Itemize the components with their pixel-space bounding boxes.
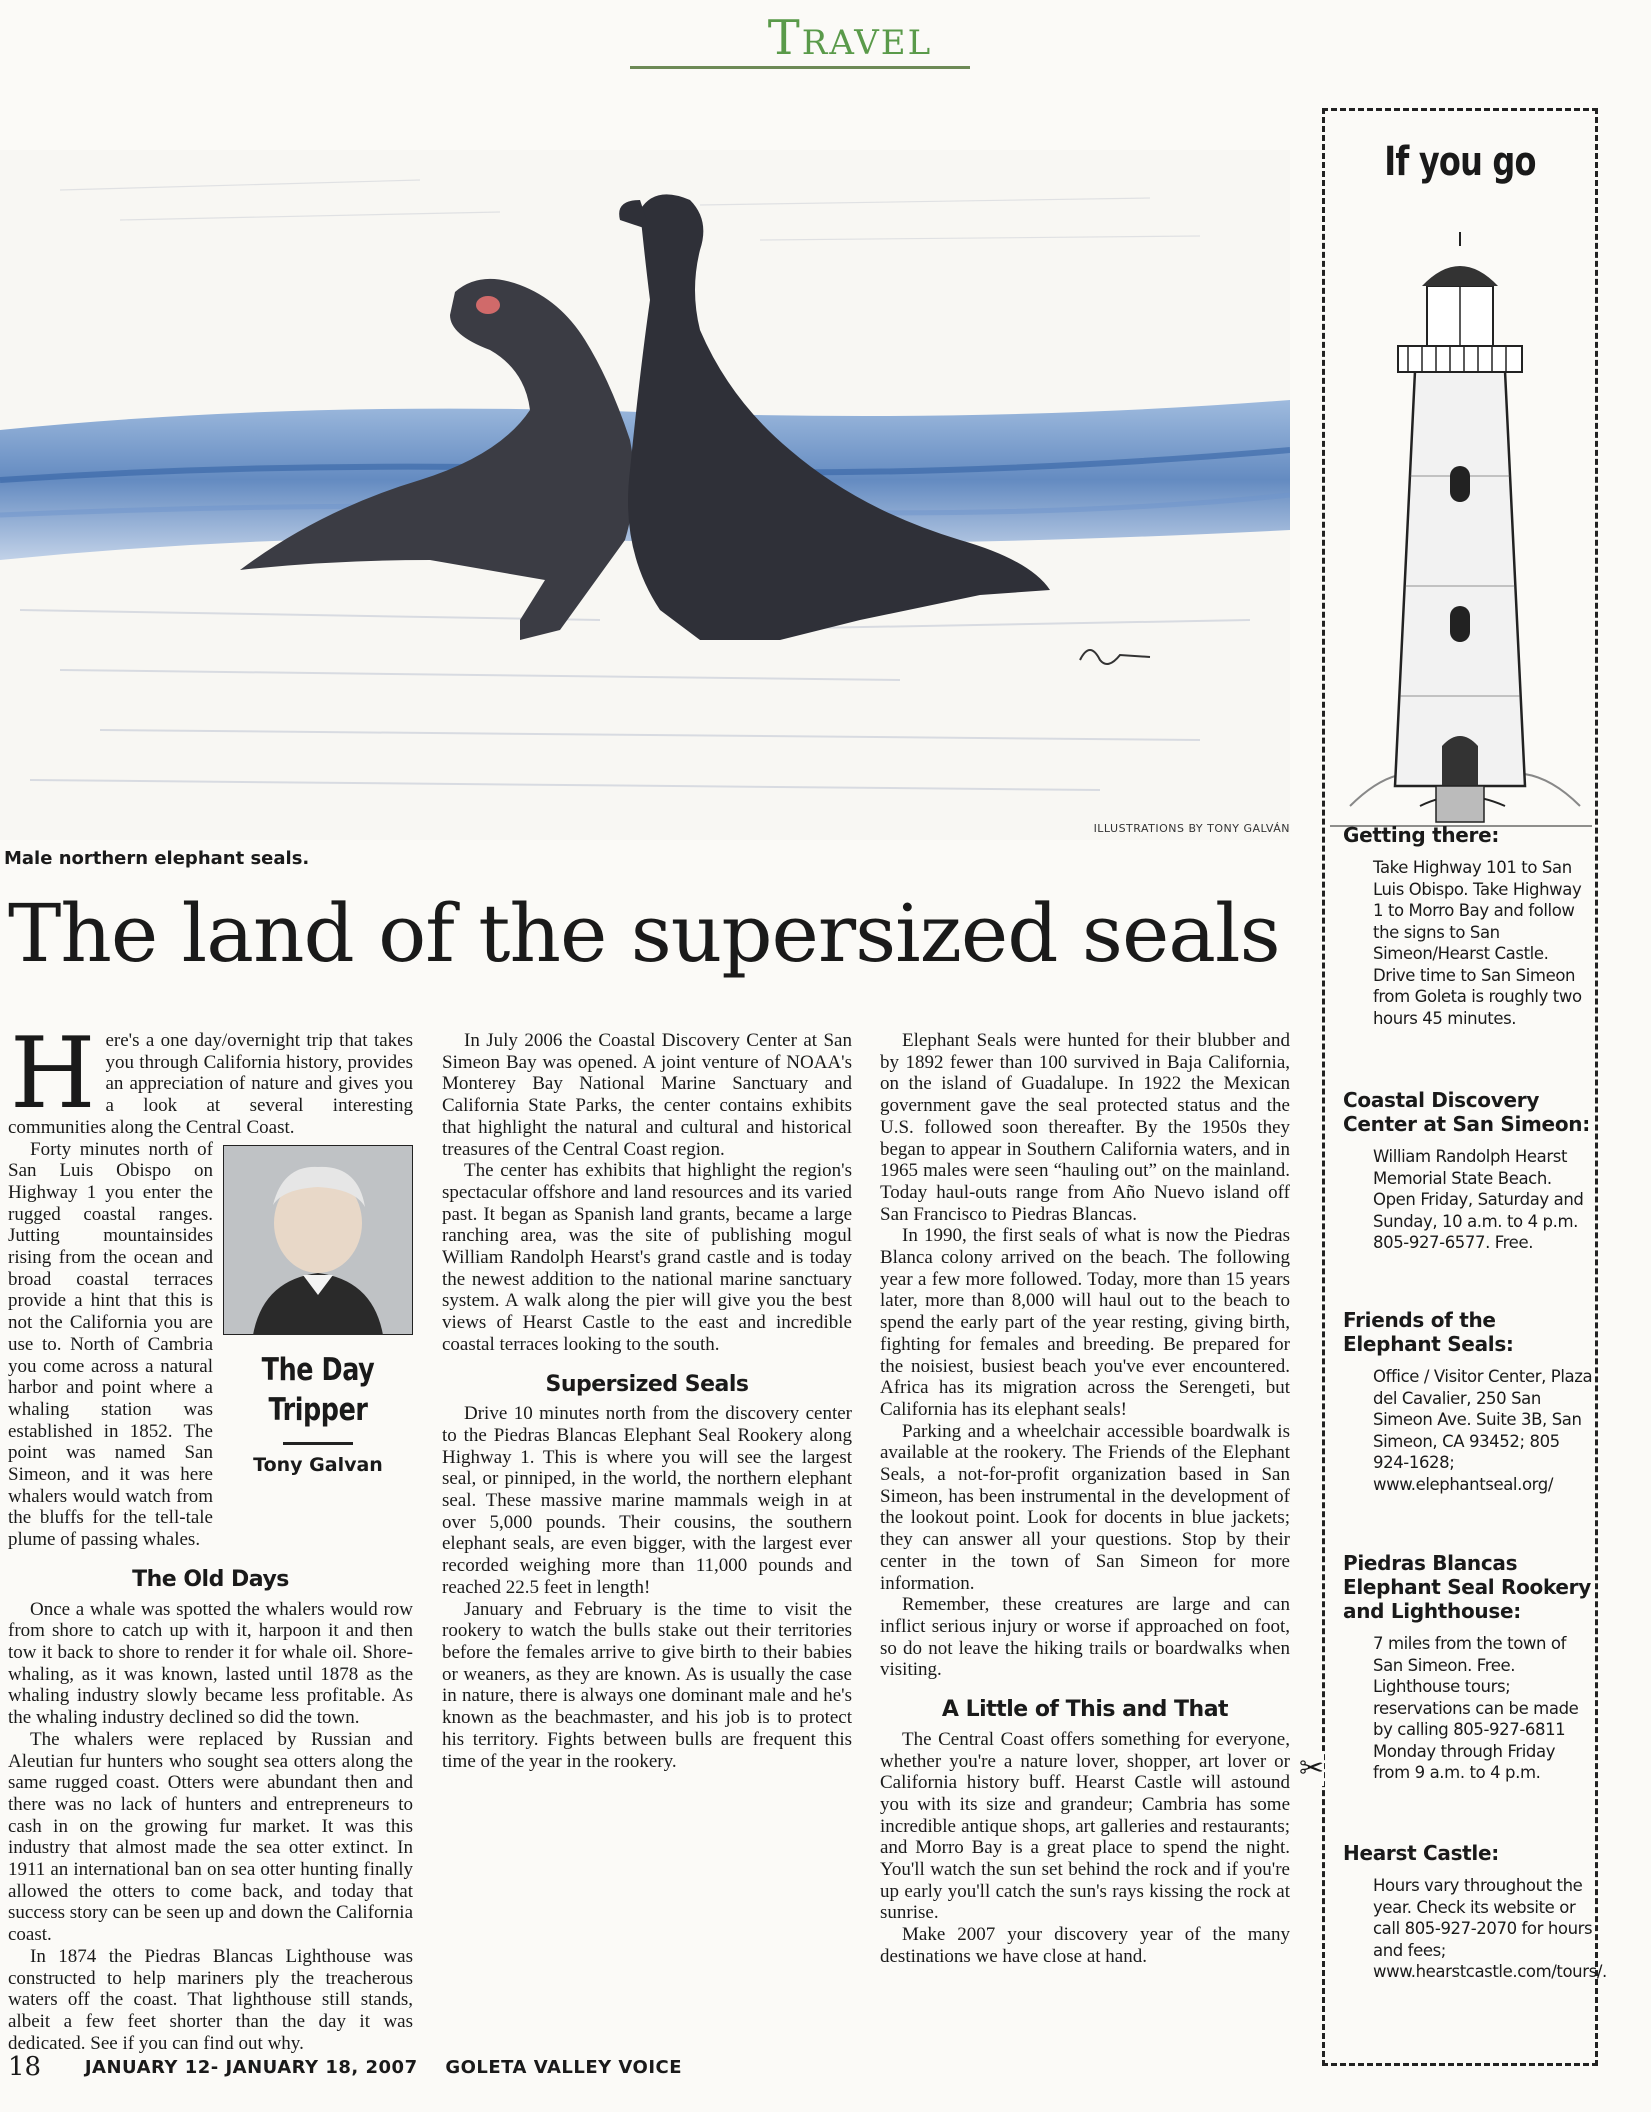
scissors-icon: ✂ [1299, 1751, 1325, 1786]
subhead-supersized-seals: Supersized Seals [545, 1371, 749, 1397]
section-label: Travel [767, 10, 933, 66]
column-title-line2: Tripper [268, 1392, 368, 1429]
article-paragraph: Make 2007 your discovery year of the many destinations we have close at hand. [880, 1924, 1290, 1967]
info-discovery-center [1343, 1088, 1593, 1254]
article-paragraph: Drive 10 minutes north from the discovery center to the Piedras Blancas Elephant Seal Rookery along Highway 1. This is where you will see the largest seal, or pinniped, in the world, the northern elephant seal. These massive marine mammals weigh in at over 5,000 pounds. Their cousins, the southern elephant seals, are even bigger, with the largest ever recorded weighing more than 11,000 pounds and reached 22.5 feet in length! [442, 1403, 852, 1598]
article-paragraph: The center has exhibits that highlight the region's spectacular offshore and land resources and its varied past. It began as Spanish land grants, became a large ranching area, was the site of publishing mogul William Randolph Hearst's grand castle and is today the newest addition to the national marine sanctuary system. A walk along the pier will give you the best views of Hearst Castle to the east and incredible coastal terraces looking to the south. [442, 1160, 852, 1355]
info-hearst-castle [1343, 1841, 1607, 1983]
info-body: Office / Visitor Center, Plaza del Cavalier, 250 San Simeon Ave. Suite 3B, San Simeon, CA 93452; 805 924-1628; www.elephantseal.org/ [1373, 1367, 1593, 1494]
info-body: Take Highway 101 to San Luis Obispo. Take Highway 1 to Morro Bay and follow the signs to San Simeon/Hearst Castle. Drive time to San Simeon from Goleta is roughly two hours 45 minutes. [1373, 858, 1582, 1028]
article-paragraph: Forty minutes north of San Luis Obispo on Highway 1 you enter the rugged coastal ranges. Jutting mountainsides rising from the ocean and broad coastal terraces provide a hint that this is not the California you are use to. North of Cambria you come across a natural harbor and point where a whaling station was established in 1852. The point was named San Simeon, and it was here whalers would watch from the bluffs for the tell-tale plume of passing whales. [8, 1138, 213, 1551]
photo-caption: Male northern elephant seals. [4, 848, 310, 869]
info-heading: Coastal Discovery Center at San Simeon: [1343, 1088, 1590, 1136]
article-paragraph: The Central Coast offers something for everyone, whether you're a nature lover, shopper, art lover or California history buff. Hearst Castle will astound you with its size and grandeur; Cambria has some incredible antique shops, art galleries and restaurants; and Morro Bay is a great place to spend the night. You'll watch the sun set behind the rock and if you're up early you'll catch the sun's rays kissing the rock at sunrise. [880, 1728, 1290, 1924]
page-number: 18 [8, 2052, 42, 2082]
article-paragraph: Elephant Seals were hunted for their blubber and by 1892 fewer than 100 survived in Baja California, on the island of Guadalupe. In 1922 the Mexican government gave the seal protected status and the U.S. followed soon thereafter. By the 1950s they began to appear in Southern California waters, and in 1965 males were seen “hauling out” on the mainland. Today haul-outs range from Año Nuevo island off San Francisco to Piedras Blancas. [880, 1030, 1290, 1225]
article-column-2 [442, 1030, 852, 1772]
elephant-seals-illustration [0, 150, 1290, 840]
article-paragraph: Once a whale was spotted the whalers would row from shore to catch up with it, harpoon it and then tow it back to shore to render it for whale oil. Shore-whaling, as it was known, lasted until 1878 as the whaling industry slowly became less profitable. As the whaling industry declined so did the town. [8, 1598, 413, 1729]
subhead-old-days: The Old Days [132, 1566, 289, 1592]
section-rule [630, 66, 970, 69]
article-column-1 [8, 1017, 413, 2054]
info-heading: Friends of the Elephant Seals: [1343, 1308, 1514, 1356]
article-paragraph: In 1874 the Piedras Blancas Lighthouse was constructed to help mariners ply the treacherous waters off the coast. That lighthouse still stands, albeit a few feet shorter than the day it was dedicated. See if you can find out why. [8, 1945, 413, 2054]
info-body: Hours vary throughout the year. Check its website or call 805-927-2070 for hours and fees; www.hearstcastle.com/tours/. [1373, 1876, 1607, 1981]
sidebar-title: If you go [1384, 139, 1536, 185]
column-title-line1: The Day [261, 1352, 375, 1389]
subhead-little-of-this: A Little of This and That [941, 1697, 1229, 1723]
info-heading: Getting there: [1343, 823, 1500, 847]
headline: The land of the supersized seals [8, 887, 1280, 980]
illustration-credit: ILLUSTRATIONS BY TONY GALVÁN [1093, 822, 1290, 835]
info-heading: Piedras Blancas Elephant Seal Rookery and Lighthouse: [1343, 1551, 1591, 1623]
lighthouse-illustration [1330, 226, 1592, 866]
article-paragraph: In 1990, the first seals of what is now the Piedras Blanca colony arrived on the beach. The following year a few more followed. Today, more than 15 years later, more than 8,000 will haul out to the beach to spend the early part of the year resting, giving birth, fighting for females and breeding. Be prepared for the noisiest, busiest beach you've ever encountered. Africa has its migration across the Serengeti, but California has its elephant seals! [880, 1225, 1290, 1420]
author-byline: Tony Galvan [253, 1454, 383, 1477]
drop-cap: H [10, 1017, 96, 1131]
article-paragraph: Remember, these creatures are large and can inflict serious injury or worse if approached on foot, so do not leave the hiking trails or boardwalks when visiting. [880, 1594, 1290, 1681]
article-column-3 [880, 1030, 1290, 1968]
if-you-go-sidebar [1299, 108, 1607, 2066]
newspaper-name: GOLETA VALLEY VOICE [445, 2057, 683, 2078]
info-heading: Hearst Castle: [1343, 1841, 1499, 1865]
author-portrait-photo [223, 1145, 413, 1335]
article-paragraph: The whalers were replaced by Russian and Aleutian fur hunters who sought sea otters along the same rugged coast. Otters were abundant then and there was no lack of hunters and entrepreneurs to cash in on the growing fur market. It was this industry that almost made the sea otter extinct. In 1911 an international ban on sea otter hunting finally allowed the otters to come back, and today that success story can be seen up and down the California coast. [8, 1728, 413, 1946]
intro-paragraph: Here's a one day/overnight trip that takes you through California history, provides an appreciation of nature and gives you a look at several interesting communities along the Central Coast. [8, 1017, 413, 1138]
column-photo-box [223, 1145, 413, 1555]
article-paragraph: In July 2006 the Coastal Discovery Center at San Simeon Bay was opened. A joint venture of NOAA's Monterey Bay National Marine Sanctuary and California State Parks, the center contains exhibits that highlight the natural and cultural and historical treasures of the Central Coast region. [442, 1030, 852, 1160]
info-body: William Randolph Hearst Memorial State Beach. Open Friday, Saturday and Sunday, 10 a.m. to 4 p.m. 805-927-6577. Free. [1373, 1147, 1584, 1252]
issue-date: JANUARY 12- JANUARY 18, 2007 [84, 2057, 418, 2078]
info-friends-elephant-seals [1343, 1308, 1593, 1495]
column-rule [283, 1442, 353, 1445]
info-getting-there [1343, 823, 1593, 1029]
info-body: 7 miles from the town of San Simeon. Free. Lighthouse tours; reservations can be made by calling 805-927-6811 Monday through Friday from 9 a.m. to 4 p.m. [1373, 1634, 1579, 1782]
page-footer [8, 2052, 682, 2082]
article-paragraph: January and February is the time to visit the rookery to watch the bulls stake out their territories before the females arrive to give birth to their babies or weaners, as they are known. As is usually the case in nature, there is always one dominant male and he's known as the beachmaster, and his job is to protect his territory. Fights between bulls are frequent this time of the year in the rookery. [442, 1598, 852, 1772]
info-piedras-blancas [1343, 1551, 1593, 1784]
article-paragraph: Parking and a wheelchair accessible boardwalk is available at the rookery. The Friends of the Elephant Seals, a not-for-profit organization based in San Simeon, has been instrumental in the development of the lookout point. Look for docents in blue jackets; they can answer all your questions. Stop by their center in the town of San Simeon for more information. [880, 1420, 1290, 1594]
